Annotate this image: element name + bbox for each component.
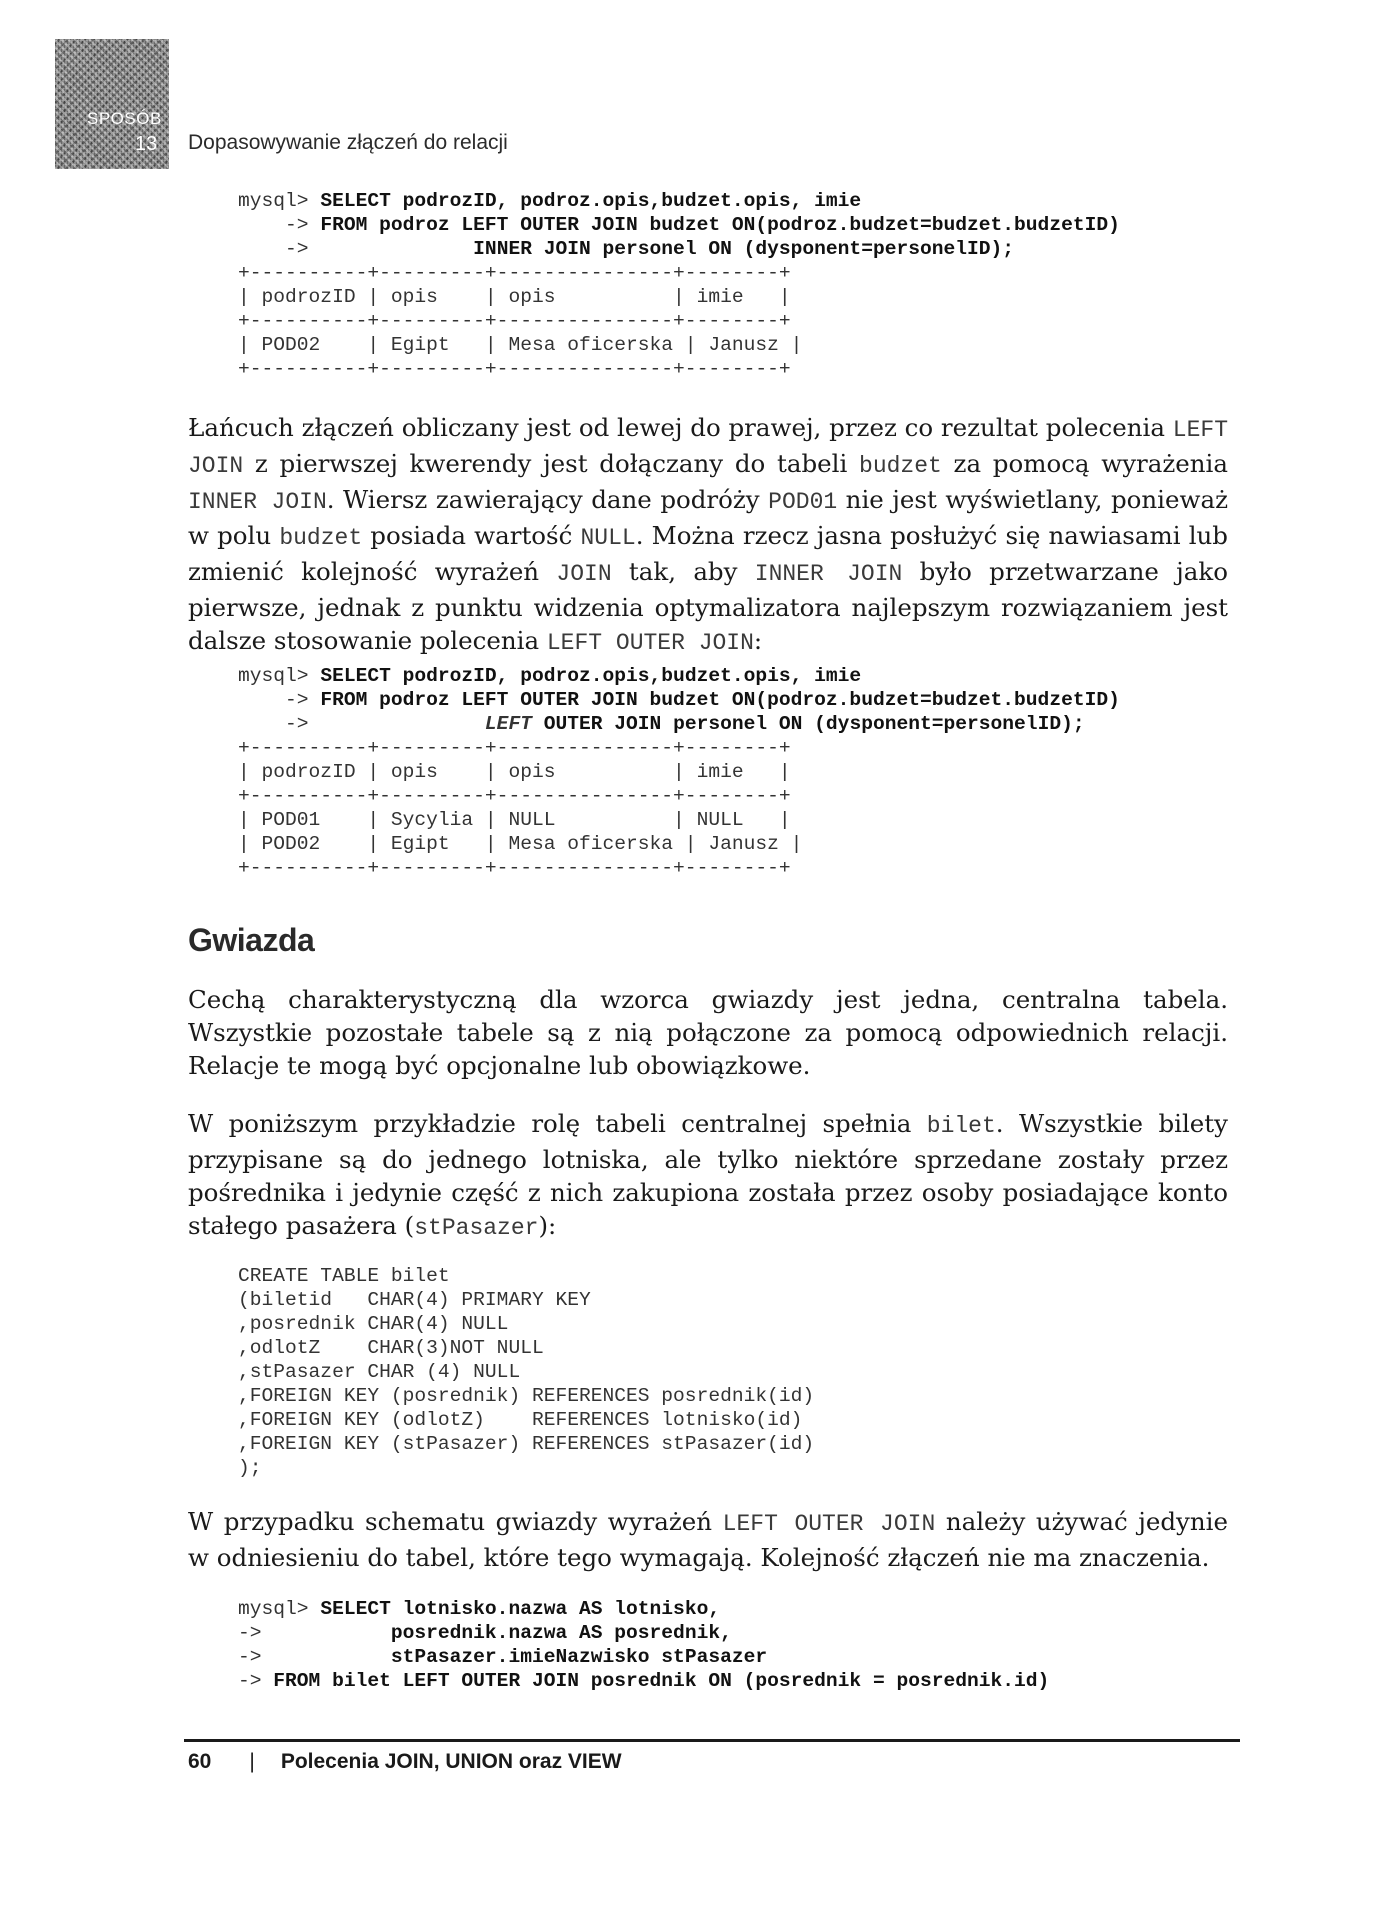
- page-number: 60: [188, 1750, 212, 1773]
- paragraph-star-schema: Cechą charakterystyczną dla wzorca gwiazdy jest jedna, centralna tabela. Wszystkie pozostałe tabele są z nią połączone za pomocą odpowiednich relacji. Relacje te mogą być opcjonalne lub obowiązkowe.: [188, 985, 1228, 1080]
- footer-rule: [184, 1739, 1240, 1742]
- badge-label: SPOSÓB: [87, 109, 162, 128]
- code-block-query-1: mysql> SELECT podrozID, podroz.opis,budzet.opis, imie -> FROM podroz LEFT OUTER JOIN budzet ON(podroz.budzet=budzet.budzetID) -> INNER JOIN personel ON (dysponent=personelID); +----------+---------+---------------+--------+ | podrozID | opis | opis | imie | +----------+---------+---------------+--------+ | POD02 | Egipt | Mesa oficerska | Janusz | +----------+---------+---------------+--------+: [238, 190, 1120, 380]
- paragraph-left-outer-join: W przypadku schematu gwiazdy wyrażeń LEFT OUTER JOIN należy używać jedynie w odniesieniu do tabel, które tego wymagają. Kolejność złączeń nie ma znaczenia.: [188, 1507, 1228, 1572]
- result-table-1: +----------+---------+---------------+--------+ | podrozID | opis | opis | imie | +----------+---------+---------------+--------+ | POD02 | Egipt | Mesa oficerska | Janusz | +----------+---------+---------------+--------+: [238, 262, 803, 380]
- code-block-query-3: mysql> SELECT lotnisko.nazwa AS lotnisko, -> posrednik.nazwa AS posrednik, -> stPasazer.imieNazwisko stPasazer -> FROM bilet LEFT OUTER JOIN posrednik ON (posrednik = posrednik.id): [238, 1598, 1050, 1692]
- code-block-query-2: mysql> SELECT podrozID, podroz.opis,budzet.opis, imie -> FROM podroz LEFT OUTER JOIN budzet ON(podroz.budzet=budzet.budzetID) -> LEFT OUTER JOIN personel ON (dysponent=personelID); +----------+---------+---------------+--------+ | podrozID | opis | opis | imie | +----------+---------+---------------+--------+ | POD01 | Sycylia | NULL | NULL | | POD02 | Egipt | Mesa oficerska | Janusz | +----------+---------+---------------+--------+: [238, 665, 1120, 879]
- section-badge: [55, 39, 169, 169]
- badge-number: 13: [135, 133, 158, 155]
- result-table-2: +----------+---------+---------------+--------+ | podrozID | opis | opis | imie | +----------+---------+---------------+--------+ | POD01 | Sycylia | NULL | NULL | | POD02 | Egipt | Mesa oficerska | Janusz | +----------+---------+---------------+--------+: [238, 737, 803, 879]
- paragraph-bilet-example: W poniższym przykładzie rolę tabeli centralnej spełnia bilet. Wszystkie bilety przypisane są do jednego lotniska, ale tylko niektóre sprzedane zostały przez pośrednika i jedynie część z nich zakupiona została przez osoby posiadające konto stałego pasażera (stPasazer):: [188, 1109, 1228, 1241]
- code-block-create-table: CREATE TABLE bilet (biletid CHAR(4) PRIMARY KEY ,posrednik CHAR(4) NULL ,odlotZ CHAR(3)NOT NULL ,stPasazer CHAR (4) NULL ,FOREIGN KEY (posrednik) REFERENCES posrednik(id) ,FOREIGN KEY (odlotZ) REFERENCES lotnisko(id) ,FOREIGN KEY (stPasazer) REFERENCES stPasazer(id) );: [238, 1265, 815, 1479]
- footer-separator: |: [249, 1750, 255, 1773]
- running-title: Dopasowywanie złączeń do relacji: [188, 131, 508, 154]
- page-footer: [188, 1750, 622, 1774]
- chapter-title: Polecenia JOIN, UNION oraz VIEW: [280, 1750, 622, 1773]
- paragraph-join-order: Łańcuch złączeń obliczany jest od lewej do prawej, przez co rezultat polecenia LEFT JOIN z pierwszej kwerendy jest dołączany do tabeli budzet za pomocą wyrażenia INNER JOIN. Wiersz zawierający dane podróży POD01 nie jest wyświetlany, ponieważ w polu budzet posiada wartość NULL. Można rzecz jasna posłużyć się nawiasami lub zmienić kolejność wyrażeń JOIN tak, aby INNER JOIN było przetwarzane jako pierwsze, jednak z punktu widzenia optymalizatora najlepszym rozwiązaniem jest dalsze stosowanie polecenia LEFT OUTER JOIN:: [188, 413, 1228, 656]
- section-heading: Gwiazda: [188, 922, 315, 958]
